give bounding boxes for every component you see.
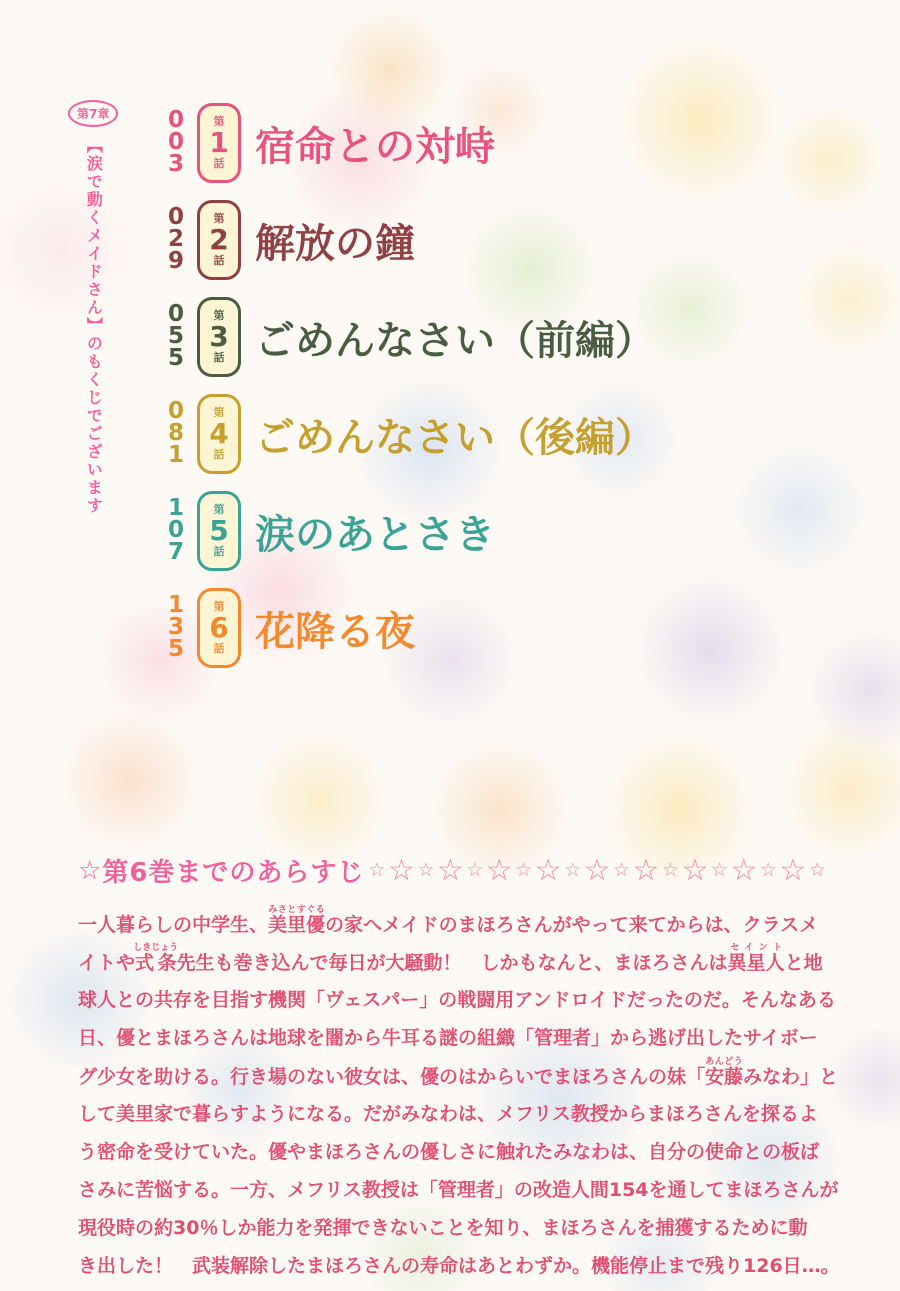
badge-prefix: 第	[213, 309, 225, 323]
page-number-digit: 2	[167, 226, 184, 253]
badge-number: 5	[209, 514, 229, 548]
episode-title: 解放の鐘	[255, 220, 415, 267]
synopsis-title: 第6巻までのあらすじ	[102, 858, 365, 888]
badge-number: 1	[209, 126, 229, 160]
volume-subtitle-vertical: 【涙で動くメイドさん】のもくじでございます	[84, 137, 104, 515]
page-number-digit: 1	[167, 441, 184, 468]
badge-suffix: 話	[213, 447, 225, 461]
vertical-header	[68, 100, 118, 515]
star-icon: ☆	[613, 859, 631, 881]
episode-title: 涙のあとさき	[255, 511, 495, 558]
star-icon: ☆	[564, 859, 582, 881]
page-number	[163, 301, 189, 371]
page-number-digit: 0	[167, 398, 184, 425]
badge-number: 4	[209, 417, 229, 451]
synopsis-line: 日、優とまほろさんは地球を闇から牛耳る謎の組織「管理者」から逃げ出したサイボー	[78, 1027, 818, 1049]
episode-badge	[197, 200, 241, 280]
toc-row	[163, 295, 655, 379]
page-number	[163, 495, 189, 565]
synopsis-section	[78, 852, 840, 1285]
page-number-digit: 1	[167, 592, 184, 619]
badge-prefix: 第	[213, 115, 225, 129]
toc-row	[163, 198, 655, 282]
badge-prefix: 第	[213, 212, 225, 226]
badge-suffix: 話	[213, 350, 225, 364]
synopsis-line: イトや式条しきじょう先生も巻き込んで毎日が大騒動！ しかもなんと、まほろさんは異星人セイントと地	[78, 943, 823, 974]
star-icon: ☆	[78, 855, 102, 886]
star-icon: ☆	[387, 852, 415, 888]
badge-suffix: 話	[213, 156, 225, 170]
page-number-digit: 1	[167, 495, 184, 522]
episode-title: ごめんなさい（前編）	[255, 317, 655, 364]
episode-badge	[197, 103, 241, 183]
page-number-digit: 5	[167, 323, 184, 350]
star-icon: ☆	[759, 859, 777, 881]
episode-badge	[197, 588, 241, 668]
annotated-word: 安藤あんどう	[705, 1057, 744, 1088]
furigana: しきじょう	[133, 943, 179, 953]
badge-number: 3	[209, 320, 229, 354]
page-number-digit: 3	[167, 614, 184, 641]
synopsis-line: グ少女を助ける。行き場のない彼女は、優のはからいでまほろさんの妹「安藤あんどうみなわ」と	[78, 1057, 839, 1088]
toc-list	[163, 101, 655, 670]
star-icon: ☆	[730, 852, 758, 888]
annotated-word: 異星人セイント	[727, 943, 785, 974]
toc-row	[163, 101, 655, 185]
page-number-digit: 0	[167, 129, 184, 156]
star-icon: ☆	[436, 852, 464, 888]
episode-badge	[197, 297, 241, 377]
episode-title: 宿命との対峙	[255, 123, 495, 170]
page-number	[163, 592, 189, 662]
synopsis-heading	[78, 852, 826, 889]
furigana: あんどう	[705, 1057, 744, 1067]
page-number	[163, 107, 189, 177]
badge-number: 2	[209, 223, 229, 257]
star-icon: ☆	[515, 859, 533, 881]
page-number-digit: 5	[167, 344, 184, 371]
synopsis-line: 一人暮らしの中学生、美里優みさとすぐるの家へメイドのまほろさんがやって来てからは、クラスメ	[78, 905, 819, 936]
star-icon: ☆	[681, 852, 709, 888]
star-icon: ☆	[368, 859, 386, 881]
page-number-digit: 3	[167, 150, 184, 177]
star-icon: ☆	[779, 852, 807, 888]
badge-prefix: 第	[213, 503, 225, 517]
episode-title: 花降る夜	[255, 608, 415, 655]
synopsis-line: 球人との共存を目指す機関「ヴェスパー」の戦闘用アンドロイドだったのだ。そんなある	[78, 989, 836, 1011]
star-icon: ☆	[466, 859, 484, 881]
furigana: みさとすぐる	[268, 905, 326, 915]
page-number-digit: 8	[167, 420, 184, 447]
page-number-digit: 0	[167, 204, 184, 231]
synopsis-line: 現役時の約30％しか能力を発揮できないことを知り、まほろさんを捕獲するために動	[78, 1217, 808, 1239]
star-icon: ☆	[417, 859, 435, 881]
synopsis-paragraph	[78, 905, 840, 1285]
badge-prefix: 第	[213, 406, 225, 420]
toc-row	[163, 392, 655, 476]
badge-suffix: 話	[213, 544, 225, 558]
synopsis-line: さみに苦悩する。一方、メフリス教授は「管理者」の改造人間154を通してまほろさんが	[78, 1179, 839, 1201]
page-number-digit: 0	[167, 301, 184, 328]
page-number	[163, 398, 189, 468]
star-row	[368, 852, 826, 888]
star-icon: ☆	[661, 859, 679, 881]
badge-number: 6	[209, 611, 229, 645]
episode-title: ごめんなさい（後編）	[255, 414, 655, 461]
star-icon: ☆	[808, 859, 826, 881]
synopsis-line: して美里家で暮らすようになる。だがみなわは、メフリス教授からまほろさんを探るよ	[78, 1103, 818, 1125]
page-number-digit: 0	[167, 107, 184, 134]
star-icon: ☆	[583, 852, 611, 888]
badge-suffix: 話	[213, 253, 225, 267]
synopsis-line: き出した！ 武装解除したまほろさんの寿命はあとわずか。機能停止まで残り126日…。	[78, 1255, 840, 1277]
page-number-digit: 5	[167, 635, 184, 662]
toc-row	[163, 586, 655, 670]
annotated-word: 式条しきじょう	[133, 943, 179, 974]
furigana: セイント	[727, 943, 785, 953]
badge-suffix: 話	[213, 641, 225, 655]
star-icon: ☆	[485, 852, 513, 888]
episode-badge	[197, 394, 241, 474]
badge-prefix: 第	[213, 600, 225, 614]
episode-badge	[197, 491, 241, 571]
page-number	[163, 204, 189, 274]
star-icon: ☆	[710, 859, 728, 881]
star-icon: ☆	[632, 852, 660, 888]
chapter7-badge: 第7章	[68, 100, 118, 127]
toc-row	[163, 489, 655, 573]
annotated-word: 美里優みさとすぐる	[268, 905, 326, 936]
star-icon: ☆	[534, 852, 562, 888]
page-number-digit: 7	[167, 538, 184, 565]
synopsis-line: う密命を受けていた。優やまほろさんの優しさに触れたみなわは、自分の使命との板ば	[78, 1141, 820, 1163]
page-number-digit: 0	[167, 517, 184, 544]
page-number-digit: 9	[167, 247, 184, 274]
